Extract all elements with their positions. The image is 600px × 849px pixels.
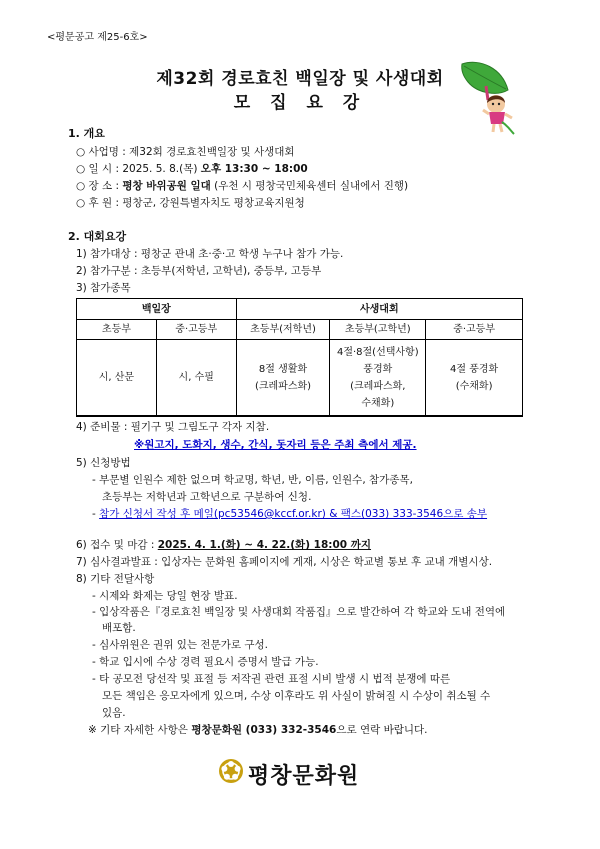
page-title: 제32회 경로효친 백일장 및 사생대회 (156, 69, 444, 89)
participants: 1) 참가대상 : 평창군 관내 초·중·고 학생 누구나 참가 가능. (76, 248, 344, 260)
table-cell: 8절 생활화 (크레파스화) (236, 340, 330, 417)
supplies-note: ※원고지, 도화지, 생수, 간식, 돗자리 등은 주최 측에서 제공. (134, 439, 417, 451)
misc-heading: 8) 기타 전달사항 (76, 573, 155, 585)
misc-item: - 입상작품은『경로효친 백일장 및 사생대회 작품집』으로 발간하여 각 학교와 도내 전역에 (92, 606, 506, 618)
apply-detail-2: 초등부는 저학년과 고학년으로 구분하여 신청. (102, 491, 312, 503)
section-guidelines-heading: 2. 대회요강 (68, 230, 127, 243)
table-cell: 4절 풍경화 (수채화) (426, 340, 523, 417)
table-header-cell: 초등부(저학년) (236, 320, 330, 340)
apply-submit: - 참가 신청서 작성 후 메일(pc53546@kccf.or.kr) & 팩스(033) 333-3546으로 송부 (92, 508, 488, 520)
table-group-drawing: 사생대회 (236, 299, 522, 320)
categories: 2) 참가구분 : 초등부(저학년, 고학년), 중등부, 고등부 (76, 265, 322, 277)
events-label: 3) 참가종목 (76, 282, 131, 294)
events-table (76, 298, 523, 417)
misc-item: - 시제와 화제는 당일 현장 발표. (92, 590, 238, 602)
page-subtitle: 모 집 요 강 (233, 93, 367, 113)
apply-heading: 5) 신청방법 (76, 457, 131, 469)
table-header-cell: 초등부(고학년) (330, 320, 426, 340)
cultural-center-logo-icon (218, 758, 244, 787)
apply-detail-1: - 부문별 인원수 제한 없으며 학교명, 학년, 반, 이름, 인원수, 참가종목, (92, 474, 413, 486)
deadline: 6) 접수 및 마감 : 2025. 4. 1.(화) ~ 4. 22.(화) 18:00 까지 (76, 539, 372, 551)
overview-event-name: ○ 사업명 : 제32회 경로효친백일장 및 사생대회 (76, 146, 295, 158)
overview-date: ○ 일 시 : 2025. 5. 8.(목) 오후 13:30 ~ 18:00 (76, 163, 308, 175)
table-group-writing: 백일장 (77, 299, 237, 320)
misc-item: - 학교 입시에 수상 경력 필요시 증명서 발급 가능. (92, 656, 319, 668)
misc-item: - 심사위원은 권위 있는 전문가로 구성. (92, 639, 268, 651)
contact-note: ※ 기타 자세한 사항은 평창문화원 (033) 332-3546으로 연락 바랍니다. (88, 724, 428, 736)
overview-sponsor: ○ 후 원 : 평창군, 강원특별자치도 평창교육지원청 (76, 197, 305, 209)
table-header-cell: 초등부 (77, 320, 157, 340)
notice-number: <평문공고 제25-6호> (47, 32, 148, 43)
section-overview-heading: 1. 개요 (68, 127, 105, 140)
table-header-cell: 중·고등부 (426, 320, 523, 340)
cultural-center-name: 평창문화원 (248, 764, 360, 789)
table-cell: 시, 산문 (77, 340, 157, 417)
supplies: 4) 준비물 : 필기구 및 그림도구 각자 지참. (76, 421, 270, 433)
misc-item-cont: 배포함. (102, 622, 136, 634)
misc-item: - 타 공모전 당선작 및 표절 등 저작권 관련 표절 시비 발생 시 법적 분쟁에 따른 (92, 673, 451, 685)
table-cell: 4절·8절(선택사항) 풍경화 (크레파스화, 수채화) (330, 340, 426, 417)
table-cell: 시, 수필 (156, 340, 236, 417)
table-header-cell: 중·고등부 (156, 320, 236, 340)
results: 7) 심사결과발표 : 입상자는 문화원 홈페이지에 게재, 시상은 학교별 통보 후 교내 개별시상. (76, 556, 493, 568)
misc-item-cont: 모든 책임은 응모자에게 있으며, 수상 이후라도 위 사실이 밝혀질 시 수상이 취소될 수 (102, 690, 491, 702)
misc-item-cont: 있음. (102, 707, 126, 719)
apply-submit-link[interactable]: 참가 신청서 작성 후 메일(pc53546@kccf.or.kr) & 팩스(033) 333-3546으로 송부 (99, 508, 488, 520)
overview-place: ○ 장 소 : 평창 바위공원 일대 (우천 시 평창국민체육센터 실내에서 진행) (76, 180, 409, 192)
